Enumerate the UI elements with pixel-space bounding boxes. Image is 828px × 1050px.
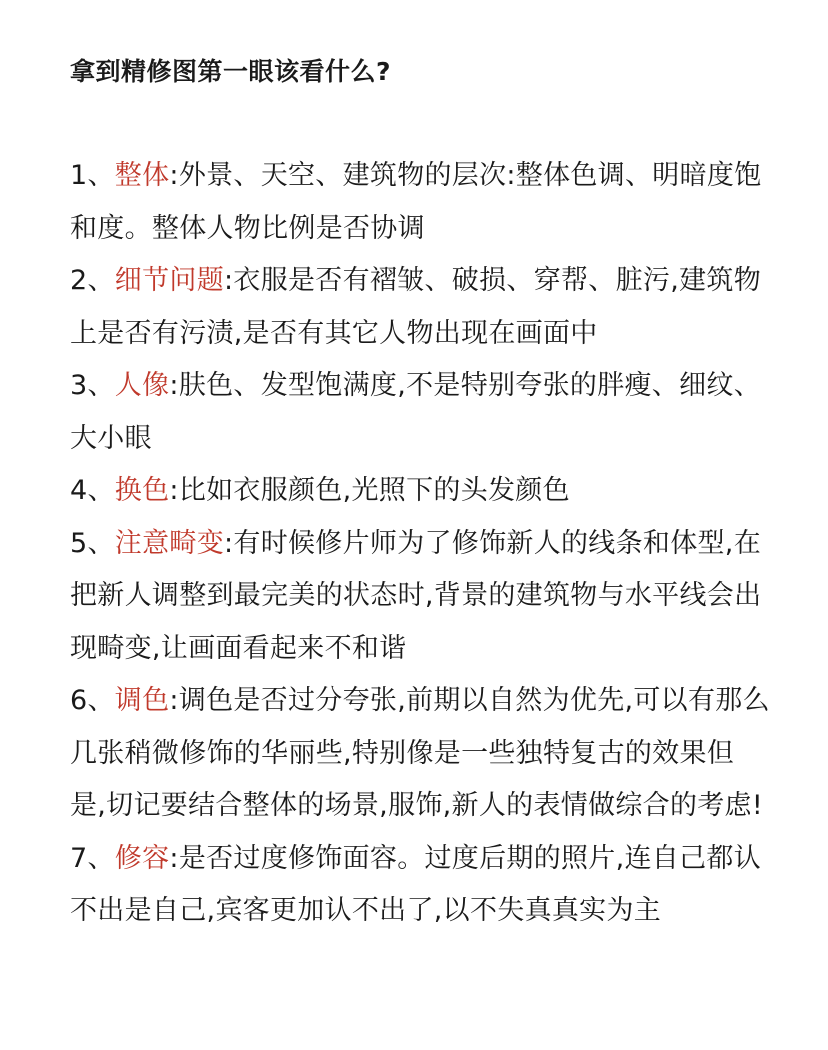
item-separator: 、 bbox=[87, 685, 115, 716]
list-item bbox=[70, 150, 770, 255]
item-text: 是否过度修饰面容。过度后期的照片,连自己都认不出是自己,宾客更加认不出了,以不失真真实为主 bbox=[70, 842, 761, 926]
item-keyword: 细节问题 bbox=[114, 265, 224, 296]
item-colon: : bbox=[169, 685, 179, 716]
item-text: 肤色、发型饱满度,不是特别夸张的胖瘦、细纹、大小眼 bbox=[70, 370, 761, 454]
article-title: 拿到精修图第一眼该看什么? bbox=[70, 57, 392, 86]
item-number: 5 bbox=[70, 527, 88, 559]
item-number: 4 bbox=[70, 475, 88, 506]
item-text: 有时候修片师为了修饰新人的线条和体型,在把新人调整到最完美的状态时,背景的建筑物与水平线会出现畸变,让画面看起来不和谐 bbox=[70, 527, 762, 664]
item-separator: 、 bbox=[87, 527, 115, 559]
item-text: 衣服是否有褶皱、破损、穿帮、脏污,建筑物上是否有污渍,是否有其它人物出现在画面中 bbox=[70, 265, 761, 349]
item-number: 7 bbox=[70, 842, 88, 874]
item-keyword: 整体 bbox=[114, 160, 170, 191]
item-keyword: 注意畸变 bbox=[114, 527, 224, 559]
item-number: 2 bbox=[70, 265, 88, 296]
list-item bbox=[70, 518, 770, 676]
list-item bbox=[70, 833, 770, 938]
item-number: 6 bbox=[70, 685, 88, 716]
item-text: 外景、天空、建筑物的层次:整体色调、明暗度饱和度。整体人物比例是否协调 bbox=[70, 160, 762, 244]
list-item bbox=[70, 360, 770, 465]
item-keyword: 换色 bbox=[114, 475, 170, 506]
item-keyword: 修容 bbox=[114, 842, 170, 874]
item-number: 1 bbox=[70, 160, 88, 191]
item-colon: : bbox=[169, 370, 179, 401]
item-colon: : bbox=[224, 527, 234, 559]
item-separator: 、 bbox=[87, 370, 115, 401]
item-separator: 、 bbox=[87, 265, 115, 296]
item-number: 3 bbox=[70, 370, 88, 401]
item-colon: : bbox=[169, 475, 179, 506]
item-text: 比如衣服颜色,光照下的头发颜色 bbox=[178, 475, 570, 506]
list-item bbox=[70, 675, 770, 833]
item-separator: 、 bbox=[87, 160, 115, 191]
item-separator: 、 bbox=[87, 475, 115, 506]
list-item bbox=[70, 465, 770, 518]
item-keyword: 人像 bbox=[114, 370, 170, 401]
item-colon: : bbox=[169, 842, 179, 874]
item-text: 调色是否过分夸张,前期以自然为优先,可以有那么几张稍微修饰的华丽些,特别像是一些独特复古的效果但是,切记要结合整体的场景,服饰,新人的表情做综合的考虑! bbox=[70, 685, 770, 821]
item-colon: : bbox=[169, 160, 179, 191]
checklist bbox=[70, 150, 788, 938]
item-colon: : bbox=[224, 265, 234, 296]
item-separator: 、 bbox=[87, 842, 115, 874]
item-keyword: 调色 bbox=[114, 685, 170, 716]
list-item bbox=[70, 255, 770, 360]
